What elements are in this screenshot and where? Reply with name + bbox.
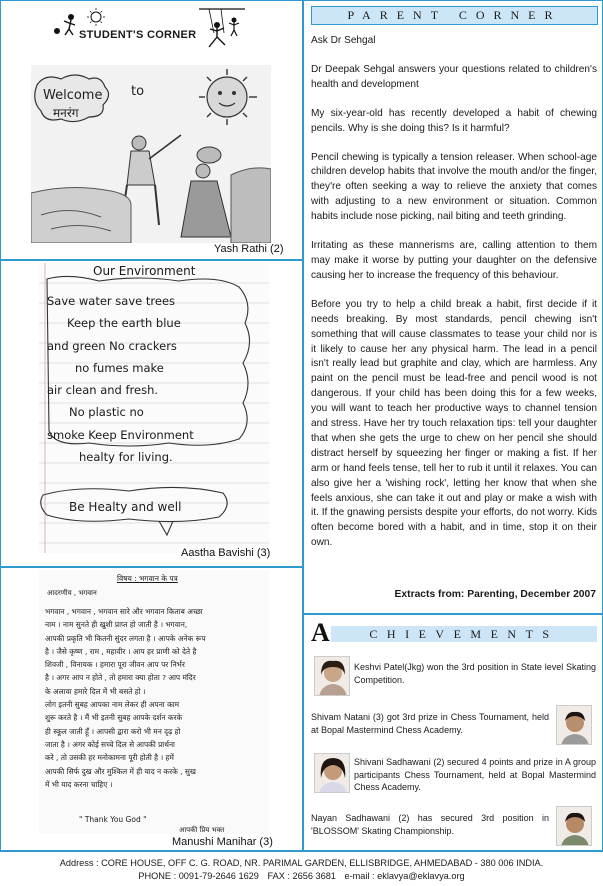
- student-corner-title: STUDENT'S CORNER: [79, 29, 197, 41]
- achievements-title: CHIEVEMENTS: [369, 627, 559, 641]
- article-paragraph: Before you try to help a child break a habit, first decide if it needs breaking. By most standards, pencil chewing isn't something that will cause classmates to tease your child nor is it likely to cause her any physical harm. The lead in a pencil isn't really lead but graphite and clay, which are harmless. Any paint on the pencil must be lead-free and pencil wood is not dangerous. If your child has been doing this for a few weeks, you will want to teach her productive ways to channel tension and stress. Have her try touch relaxation tips: tell your daughter that when she gets the urge to chew on her pencil she should distract herself by squeezing her finger or making a fist. If her arm or hand feels tense, tell her to rub it until it relaxes. You can also give her a 'wishing rock', letting her know that when she feels anxious, she can take it out and play or make a wish with it. If the gnawing persists despite your efforts, do not worry. Kids often become bored with a habit, and in time, stop it on their own.: [311, 298, 597, 549]
- footer-email[interactable]: e-mail : eklavya@eklavya.org: [344, 870, 465, 881]
- letter-line: शिवजी , विनायक । हमारा पूरा जीवन आप पर निर्भर: [45, 660, 185, 670]
- article-paragraph: Pencil chewing is typically a tension releaser. When school-age children develop habits that involve the mouth and/or the finger, they're often seeking a way to relieve the anxiety that comes with adjusting to a new environment or situation. Common habits include nose picking, nail biting and teeth grinding.: [311, 151, 597, 223]
- footer: [0, 851, 603, 886]
- letter-line: आपकी सिर्फ दुख और मुश्किल में ही याद न करके , सुख: [45, 766, 196, 776]
- poem-line: air clean and fresh.: [47, 383, 159, 398]
- poem-panel: [0, 260, 303, 567]
- article-paragraph: Irritating as these mannerisms are, calling attention to them may make it worse by putting your daughter on the defensive causing her to increase the frequency of this behaviour.: [311, 240, 597, 281]
- student-drawing: [31, 65, 271, 243]
- footer-fax: FAX : 2656 3681: [267, 870, 336, 881]
- achievement-item: Keshvi Patel(Jkg) won the 3rd position in State level Skating Competition.: [354, 662, 596, 685]
- letter-line: है । जैसे कृष्ण , राम , महावीर । आप हर प्राणी को देते है: [45, 646, 197, 656]
- poem-credit: Aastha Bavishi (3): [181, 547, 271, 559]
- poem-line: healty for living.: [79, 450, 173, 465]
- drawing-hindi-word: मनरंग: [53, 106, 79, 120]
- parent-corner-title: PARENT CORNER: [347, 8, 562, 22]
- letter-line: करे , तो उसकी हर मनोकामना पूरी होती है । हमें: [45, 753, 174, 763]
- parent-corner-banner: [311, 6, 598, 25]
- achievement-item: Shivani Sadhawani (2) secured 4 points and prize in A group participants Chess Tournament, held at Bopal Mastermind Chess Academy.: [354, 757, 596, 792]
- achiever-photo: [556, 806, 592, 846]
- letter-subject: विषय : भगवान के पत्र: [117, 574, 178, 583]
- parent-corner-article: [311, 34, 597, 565]
- footer-contact: [0, 870, 603, 883]
- letter-line: है । अगर आप न होते , तो हमारा क्या होता ? आप मंदिर: [45, 673, 196, 683]
- poem-line: and green No crackers: [47, 338, 177, 353]
- drawing-to-text: to: [131, 84, 145, 99]
- poem-line: No plastic no: [69, 405, 144, 420]
- footer-phone: PHONE : 0091-79-2646 1629: [138, 870, 259, 881]
- achievements-initial: A: [311, 618, 330, 647]
- letter-line: लोग इतनी सुबह आपका नाम लेकर ही अपना काम: [45, 700, 180, 710]
- letter-line: नाम । नाम सुनते ही खुशी प्राप्त हो जाती है । भगवान,: [45, 620, 188, 630]
- letter-line: में भी याद करना चाहिए ।: [45, 779, 113, 789]
- article-paragraph: Ask Dr Sehgal: [311, 35, 376, 46]
- poem-lines: [47, 290, 257, 468]
- article-paragraph: Dr Deepak Sehgal answers your questions related to children's health and development: [311, 63, 597, 90]
- poem-bubble-text: Be Healty and well: [69, 500, 182, 514]
- achiever-photo: [314, 753, 350, 793]
- achiever-photo: [556, 705, 592, 745]
- letter-line: के अलावा हमारे दिल में भी बसते हो ।: [45, 686, 146, 696]
- letter-body: [45, 605, 269, 791]
- letter-line: जाता है । अगर कोई सच्चे दिल से आपकी प्रार्थना: [45, 739, 175, 749]
- footer-address: Address : CORE HOUSE, OFF C. G. ROAD, NR. PARIMAL GARDEN, ELLISBRIDGE, AHMEDABAD - 380 006 INDIA.: [59, 858, 544, 868]
- achievement-item: Shivam Natani (3) got 3rd prize in Chess Tournament, held at Bopal Mastermind Chess Academy.: [311, 712, 549, 735]
- drawing-credit: Yash Rathi (2): [214, 243, 284, 255]
- poem-line: smoke Keep Environment: [47, 427, 194, 442]
- achievements-bar: [331, 626, 597, 642]
- letter-line: भगवान , भगवान , भगवान सारे और भगवान किताब अच्छा: [45, 607, 203, 616]
- letter-salutation: आदरणीय , भगवान: [47, 589, 97, 597]
- drawing-welcome-text: Welcome: [43, 88, 103, 103]
- student-corner-header: [49, 7, 259, 57]
- letter-line: ही स्कूल जाती हूँ । आपसी द्वारा करो भी मन दृढ़ हो: [45, 726, 181, 736]
- letter-panel: [0, 567, 303, 851]
- letter-line: शुरू करते है । मैं भी इतनी सुबह आपके दर्शन करके: [45, 713, 183, 723]
- achievement-item: Nayan Sadhawani (2) has secured 3rd position in 'BLOSSOM' Skating Championship.: [311, 813, 549, 836]
- poem-line: Save water save trees: [47, 294, 176, 308]
- letter-signoff: आपकी प्रिय भक्त: [179, 826, 225, 834]
- letter-thanks: " Thank You God ": [79, 815, 147, 824]
- letter-line: आपकी प्रकृति भी कितनी सुंदर लगता है । आपके अनेक रूप: [45, 633, 206, 643]
- letter-credit: Manushi Manihar (3): [172, 836, 273, 848]
- poem-line: no fumes make: [75, 360, 164, 375]
- achievements-banner: [311, 618, 598, 647]
- student-corner-panel: [0, 0, 303, 260]
- article-paragraph: My six-year-old has recently developed a habit of chewing pencils. Why is she doing this? Is it harmful?: [311, 107, 597, 134]
- poem-line: Keep the earth blue: [67, 316, 181, 331]
- parent-corner-credit: Extracts from: Parenting, December 2007: [394, 589, 596, 600]
- achiever-photo: [314, 656, 350, 696]
- poem-heading: Our Environment: [93, 264, 196, 278]
